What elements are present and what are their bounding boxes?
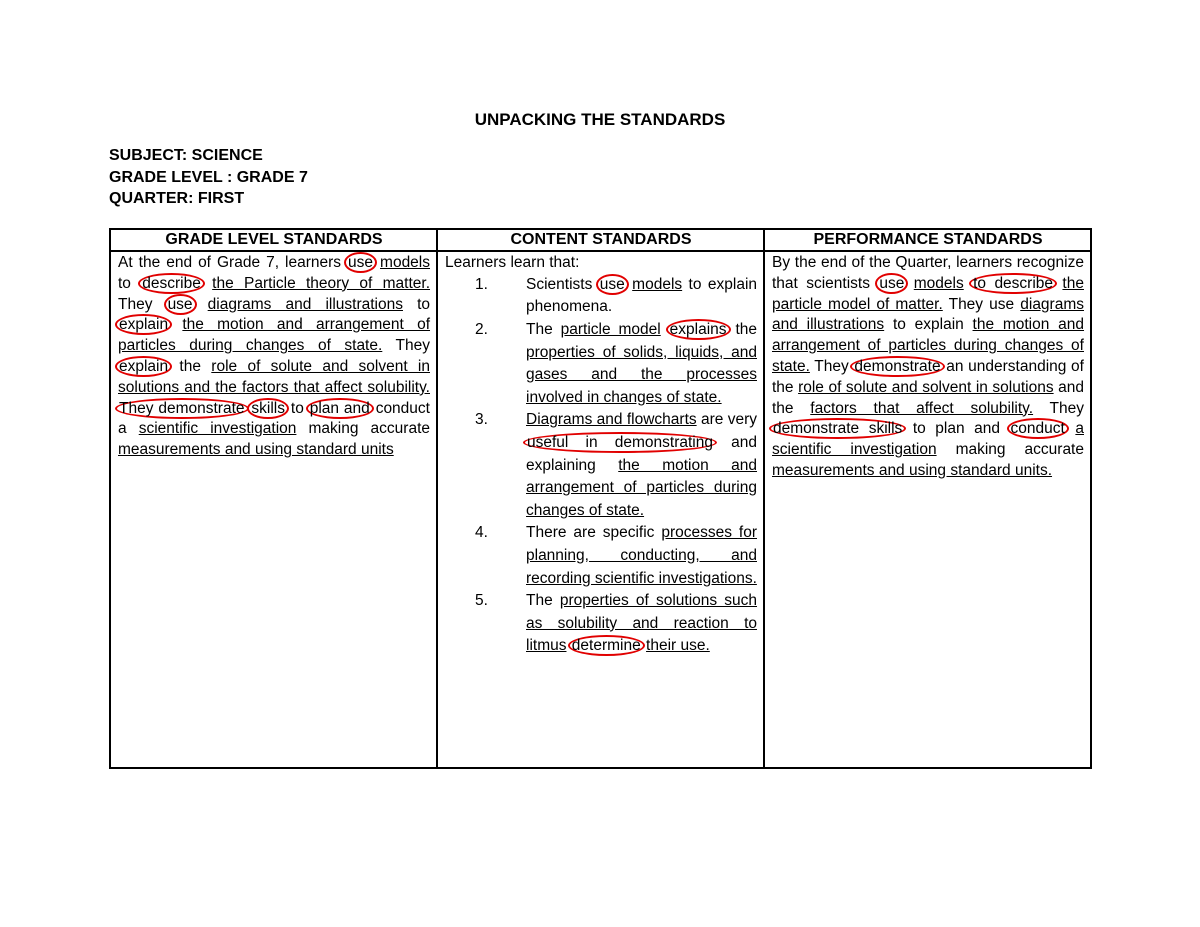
list-number: 2. <box>475 320 488 338</box>
ps-text: They <box>809 357 854 375</box>
underlined-text: the motion and arrangement of particles during changes of state. <box>526 456 758 519</box>
item-text: and explaining <box>526 433 757 474</box>
underlined-text: the Particle theory of matter. <box>212 274 431 292</box>
annotation-circle: demonstrate skills <box>769 418 906 439</box>
underlined-text: models <box>380 254 430 271</box>
underlined-text: processes for planning, conducting, and recording scientific investigations. <box>526 524 757 587</box>
underlined-text: the motion and arrangement of particles during changes of state. <box>118 316 431 355</box>
annotation-circle: skills <box>247 398 289 419</box>
ps-text: They <box>1033 399 1084 417</box>
underlined-text: their use. <box>646 637 710 655</box>
list-number: 5. <box>475 592 488 610</box>
annotation-circle: use <box>875 273 908 294</box>
annotation-circle: use <box>596 274 629 295</box>
performance-standards-cell <box>764 251 1091 768</box>
item-text: The <box>526 592 560 610</box>
underlined-text: particle model <box>560 320 661 338</box>
underlined-text: factors that affect solubility. <box>810 399 1034 417</box>
ps-text <box>1066 420 1076 437</box>
list-item <box>445 522 757 590</box>
underlined-text: scientific investigation <box>138 420 297 438</box>
gls-text <box>202 275 212 292</box>
underlined-text: models <box>913 274 964 292</box>
list-number: 4. <box>475 524 488 542</box>
quarter-line: QUARTER: FIRST <box>109 190 245 207</box>
annotation-circle: explains <box>666 319 731 340</box>
document-meta <box>109 145 308 210</box>
item-text: to explain phenomena. <box>526 275 758 316</box>
content-standards-list <box>445 274 757 658</box>
gls-text: the <box>169 357 212 375</box>
annotation-circle: conduct <box>1007 418 1069 439</box>
gls-text: to <box>402 295 431 313</box>
annotation-circle: use <box>344 252 377 273</box>
underlined-text: properties of solids, liquids, and gases and the processes involved in changes of state. <box>526 343 757 406</box>
underlined-text: measurements and using standard units <box>118 441 394 459</box>
list-number: 1. <box>475 275 488 293</box>
underlined-text: role of solute and solvent in solutions <box>798 378 1054 396</box>
annotation-circle: plan and <box>306 398 374 419</box>
standards-table <box>109 228 1092 769</box>
ps-text: an understanding of the <box>772 357 1084 396</box>
content-standards-cell <box>437 251 764 768</box>
subject-line: SUBJECT: SCIENCE <box>109 147 263 164</box>
underlined-text: diagrams and illustrations <box>207 295 403 313</box>
underlined-text: a scientific investigation <box>772 420 1084 459</box>
list-item <box>445 409 757 522</box>
annotation-circle: use <box>164 294 197 315</box>
underlined-text: diagrams and illustrations <box>772 295 1084 334</box>
ps-text <box>905 275 913 292</box>
annotation-circle: explain <box>115 356 172 377</box>
underlined-text: Diagrams and flowcharts <box>526 411 697 429</box>
gls-text: conduct a <box>118 399 430 438</box>
ps-text: to explain <box>884 316 973 334</box>
document-title: UNPACKING THE STANDARDS <box>474 110 726 129</box>
annotation-circle: describe <box>138 273 205 294</box>
ps-text: and the <box>772 378 1084 417</box>
item-text: the <box>727 320 757 338</box>
gls-text: They <box>118 295 167 313</box>
list-item <box>445 319 757 409</box>
annotation-circle: They demonstrate <box>115 398 249 419</box>
annotation-circle: determine <box>568 635 645 656</box>
item-text: There are specific <box>526 524 662 542</box>
underlined-text: models <box>632 275 683 293</box>
header-content-standards: CONTENT STANDARDS <box>437 229 764 251</box>
gls-text: They <box>382 337 430 355</box>
underlined-text: the particle model of matter. <box>772 274 1084 313</box>
grade-level-standards-cell <box>110 251 437 768</box>
list-number: 3. <box>475 411 488 429</box>
annotation-circle: to describe <box>969 273 1057 294</box>
gls-text <box>169 316 182 333</box>
item-text: Scientists <box>526 275 599 293</box>
annotation-circle: demonstrate <box>850 356 944 377</box>
grade-level-line: GRADE LEVEL : GRADE 7 <box>109 168 308 186</box>
header-performance-standards: PERFORMANCE STANDARDS <box>764 229 1091 251</box>
gls-text <box>194 296 208 313</box>
underlined-text: measurements and using standard units. <box>772 461 1053 479</box>
item-text: are very <box>696 411 757 429</box>
annotation-circle: explain <box>115 314 172 335</box>
ps-text: They use <box>942 295 1021 313</box>
gls-text: making accurate <box>296 420 430 438</box>
list-item <box>445 590 757 658</box>
gls-text: to <box>118 274 142 292</box>
annotation-circle: useful in demonstrating <box>523 432 717 453</box>
ps-text: By the end of the Quarter, learners recognize that scientists <box>772 254 1084 292</box>
header-row <box>110 229 1091 251</box>
underlined-text: properties of solutions such as solubility and reaction to litmus <box>526 592 758 655</box>
header-grade-level-standards: GRADE LEVEL STANDARDS <box>110 229 437 251</box>
list-item <box>445 274 757 319</box>
standards-row <box>110 251 1091 768</box>
ps-text: making accurate <box>936 441 1084 459</box>
gls-text: At the end of Grade 7, learners <box>118 254 348 271</box>
content-lead: Learners learn that: <box>445 254 580 271</box>
item-text: The <box>526 320 561 338</box>
underlined-text: role of solute and solvent in solutions and the factors that affect solubility. <box>118 357 430 396</box>
gls-text: to <box>286 399 309 417</box>
underlined-text: the motion and arrangement of particles during changes of state. <box>772 316 1085 375</box>
ps-text: to plan and <box>903 420 1010 438</box>
